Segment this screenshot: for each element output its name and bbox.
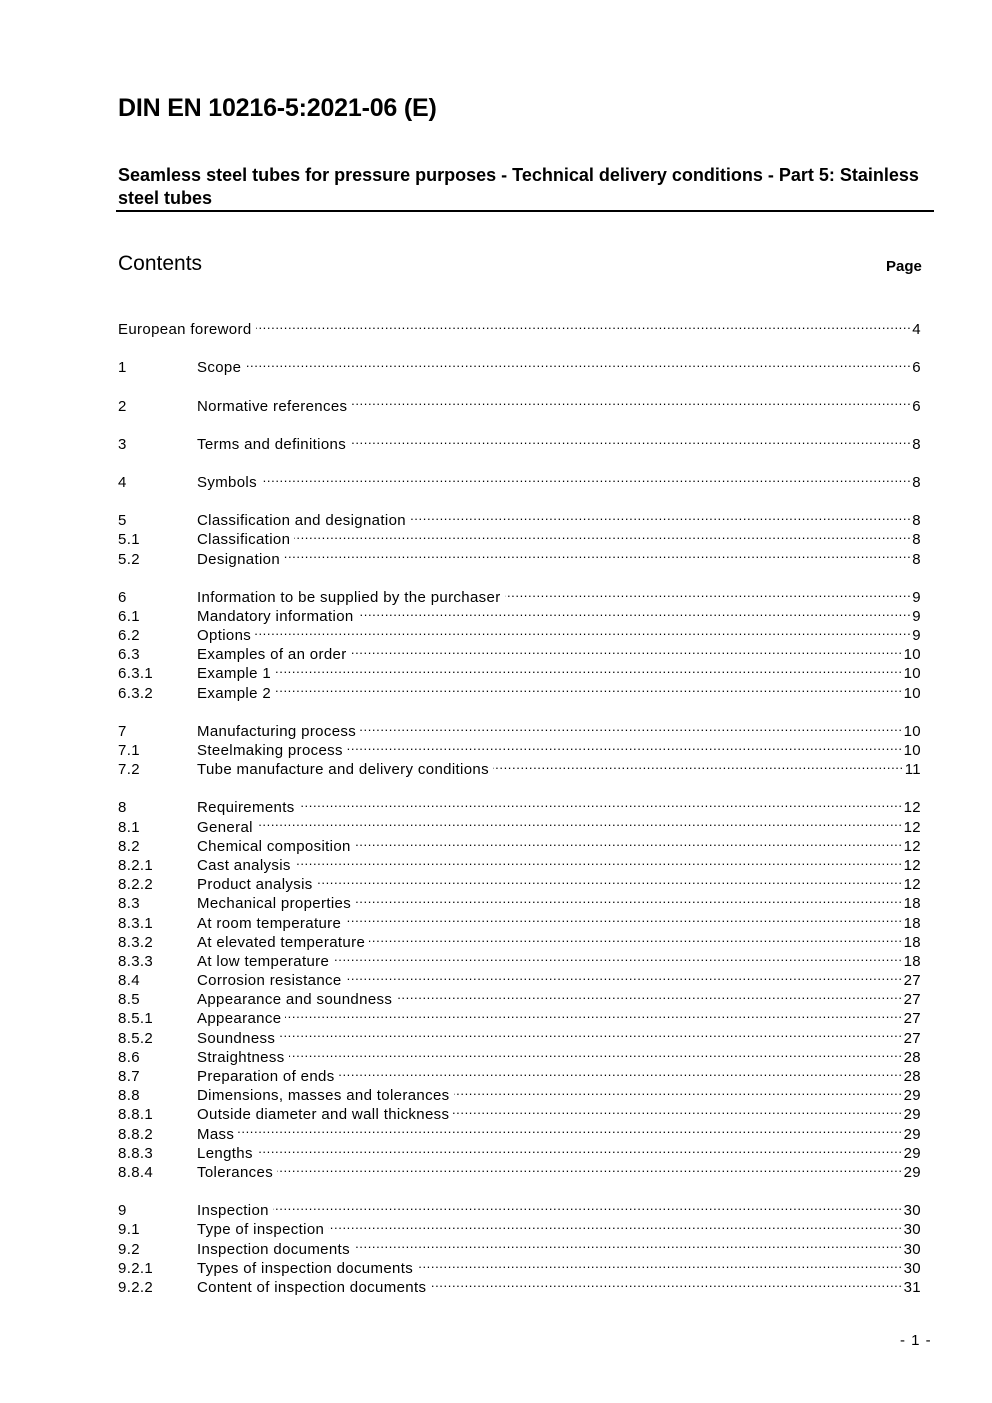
toc-leader-dots: [430, 1273, 902, 1292]
toc-entry-label: Normative references: [197, 397, 348, 415]
toc-entry-page: 27: [903, 972, 921, 990]
toc-entry-label: Examples of an order: [197, 646, 347, 664]
toc-entry-page: 4: [912, 321, 921, 339]
toc-entry-number: 8.2.2: [118, 876, 154, 894]
toc-entry-label: Example 2: [197, 684, 272, 702]
toc-entry-page: 18: [903, 952, 921, 970]
toc-entry-page: 6: [912, 397, 921, 415]
document-code: DIN EN 10216-5:2021-06 (E): [118, 94, 437, 122]
toc-entry-label: Information to be supplied by the purchaser: [197, 588, 501, 606]
toc-entry-page: 18: [903, 895, 921, 913]
toc-entry-number: 9.2.2: [118, 1278, 154, 1296]
toc-leader-dots: [396, 985, 902, 1004]
toc-leader-dots: [256, 315, 912, 334]
toc-entry-number: 5: [118, 512, 127, 530]
toc-leader-dots: [255, 621, 911, 640]
toc-entry-page: 10: [903, 646, 921, 664]
toc-entry-number: 8.8: [118, 1087, 140, 1105]
toc-entry-label: Content of inspection documents: [197, 1278, 427, 1296]
toc-entry-number: 6.3.1: [118, 665, 154, 683]
toc-entry-number: 9.2: [118, 1240, 140, 1258]
toc-leader-dots: [333, 947, 902, 966]
toc-entry-number: 8.3.2: [118, 933, 154, 951]
toc-entry-label: Cast analysis: [197, 856, 291, 874]
toc-entry-page: 10: [903, 722, 921, 740]
toc-leader-dots: [360, 717, 903, 736]
toc-entry-page: 9: [912, 627, 921, 645]
toc-entry-number: 8.6: [118, 1048, 140, 1066]
toc-entry-page: 29: [903, 1087, 921, 1105]
toc-entry-label: Requirements: [197, 799, 295, 817]
toc-entry-number: 9.1: [118, 1221, 140, 1239]
toc-entry-number: 8.5.1: [118, 1010, 154, 1028]
toc-entry-page: 8: [912, 473, 921, 491]
toc-entry-label: At elevated temperature: [197, 933, 366, 951]
toc-entry-page: 9: [912, 607, 921, 625]
toc-entry-number: 8.8.3: [118, 1144, 154, 1162]
toc-entry-page: 27: [903, 991, 921, 1009]
toc-entry[interactable]: [118, 391, 921, 415]
toc-entry[interactable]: [118, 468, 921, 491]
toc-entry-label: Example 1: [197, 665, 272, 683]
toc-entry-number: 8.4: [118, 972, 140, 990]
toc-entry-label: European foreword: [118, 321, 252, 339]
toc-entry-number: 8.1: [118, 818, 140, 836]
toc-leader-dots: [347, 736, 903, 755]
toc-leader-dots: [351, 391, 911, 410]
toc-leader-dots: [454, 1081, 903, 1100]
toc-entry[interactable]: [118, 1196, 921, 1220]
toc-entry-number: 8.5: [118, 991, 140, 1009]
toc-leader-dots: [289, 1043, 903, 1062]
toc-leader-dots: [295, 851, 903, 870]
toc-leader-dots: [453, 1100, 902, 1119]
toc-entry-label: Symbols: [197, 473, 257, 491]
toc-entry-number: 5.1: [118, 531, 140, 549]
toc-entry[interactable]: [118, 717, 921, 740]
toc-leader-dots: [317, 870, 903, 889]
toc-entry-number: 8.7: [118, 1068, 140, 1085]
toc-entry-page: 31: [903, 1278, 921, 1296]
toc-entry-page: 27: [903, 1010, 921, 1028]
toc-entry-label: Appearance and soundness: [197, 991, 393, 1009]
toc-entry-number: 7.1: [118, 742, 140, 759]
toc-entry-number: 8.2: [118, 837, 140, 855]
toc-entry-page: 30: [903, 1240, 921, 1258]
toc-entry-label: Soundness: [197, 1029, 276, 1047]
toc-entry[interactable]: [118, 1119, 921, 1143]
toc-leader-dots: [505, 583, 912, 602]
toc-leader-dots: [294, 525, 911, 544]
toc-entry-number: 8.8.4: [118, 1163, 154, 1181]
toc-leader-dots: [369, 928, 902, 947]
toc-entry-label: Terms and definitions: [197, 435, 347, 453]
toc-entry-label: Outside diameter and wall thickness: [197, 1106, 450, 1124]
toc-entry-page: 8: [912, 435, 921, 453]
toc-leader-dots: [355, 889, 903, 908]
toc-leader-dots: [275, 659, 903, 678]
toc-entry-page: 8: [912, 531, 921, 549]
toc-entry-label: Mandatory information: [197, 607, 354, 625]
toc-entry-page: 6: [912, 359, 921, 377]
toc-leader-dots: [355, 832, 903, 851]
toc-entry[interactable]: [118, 430, 921, 453]
toc-entry-number: 6.2: [118, 627, 140, 645]
contents-heading: Contents: [118, 252, 203, 275]
toc-leader-dots: [257, 1139, 903, 1158]
toc-entry[interactable]: [118, 1139, 921, 1162]
toc-entry-page: 28: [903, 1068, 921, 1085]
toc-entry-number: 9.2.1: [118, 1259, 154, 1277]
toc-entry-page: 11: [904, 761, 921, 779]
toc-entry-label: Designation: [197, 550, 281, 568]
toc-entry-page: 8: [912, 550, 921, 568]
toc-entry-number: 8.3: [118, 895, 140, 913]
toc-entry-label: Tube manufacture and delivery conditions: [197, 761, 489, 779]
toc-entry-number: 6.3.2: [118, 684, 154, 702]
toc-entry-page: 8: [912, 512, 921, 530]
toc-entry-page: 9: [912, 588, 921, 606]
toc-leader-dots: [346, 966, 903, 985]
toc-entry-page: 29: [903, 1163, 921, 1181]
toc-entry-label: At low temperature: [197, 952, 330, 970]
toc-leader-dots: [245, 353, 911, 372]
toc-entry-label: Tolerances: [197, 1163, 274, 1181]
toc-leader-dots: [284, 544, 911, 563]
toc-entry-label: Appearance: [197, 1010, 282, 1028]
toc-leader-dots: [299, 793, 903, 812]
toc-entry-page: 29: [903, 1125, 921, 1143]
toc-entry-label: Corrosion resistance: [197, 972, 342, 990]
toc-entry-page: 12: [903, 799, 921, 817]
toc-leader-dots: [358, 602, 912, 621]
toc-leader-dots: [273, 1196, 903, 1215]
toc-entry-label: Types of inspection documents: [197, 1259, 414, 1277]
toc-entry[interactable]: [118, 315, 921, 339]
toc-entry[interactable]: [118, 506, 921, 530]
toc-entry-page: 30: [903, 1221, 921, 1239]
toc-entry[interactable]: [118, 353, 921, 377]
toc-entry-page: 12: [903, 856, 921, 874]
toc-entry-page: 10: [903, 665, 921, 683]
toc-leader-dots: [417, 1254, 903, 1273]
toc-leader-dots: [279, 1023, 902, 1042]
toc-entry-number: 6: [118, 588, 127, 606]
toc-entry[interactable]: [118, 583, 921, 606]
toc-entry-label: Classification and designation: [197, 512, 406, 530]
toc-entry-page: 10: [903, 684, 921, 702]
toc-entry-number: 8.3.1: [118, 914, 154, 932]
toc-entry-label: Inspection: [197, 1202, 269, 1220]
toc-entry-page: 12: [903, 837, 921, 855]
toc-leader-dots: [493, 755, 904, 774]
toc-entry-number: 8.8.1: [118, 1106, 154, 1124]
toc-entry-page: 18: [903, 914, 921, 932]
toc-entry-label: Lengths: [197, 1144, 253, 1162]
toc-entry-label: Manufacturing process: [197, 722, 357, 740]
page-number: - 1 -: [900, 1332, 932, 1349]
toc-entry-page: 30: [903, 1202, 921, 1220]
toc-entry-label: Mechanical properties: [197, 895, 352, 913]
toc-entry-number: 7: [118, 722, 127, 740]
toc-entry-number: 8.8.2: [118, 1125, 154, 1143]
toc-leader-dots: [275, 678, 903, 697]
toc-leader-dots: [328, 1215, 902, 1234]
toc-leader-dots: [257, 812, 903, 831]
toc-entry-page: 27: [903, 1029, 921, 1047]
toc-entry-number: 3: [118, 435, 127, 453]
toc-entry-number: 9: [118, 1202, 127, 1220]
toc-entry-number: 6.3: [118, 646, 140, 664]
toc-entry-label: Chemical composition: [197, 837, 351, 855]
toc-entry-page: 29: [903, 1144, 921, 1162]
toc-entry-label: Options: [197, 627, 252, 645]
toc-entry-number: 2: [118, 397, 127, 415]
toc-leader-dots: [285, 1004, 902, 1023]
title-divider: [116, 210, 934, 212]
toc-entry-label: Steelmaking process: [197, 742, 343, 759]
toc-leader-dots: [351, 640, 903, 659]
toc-entry-page: 18: [903, 933, 921, 951]
document-title: Seamless steel tubes for pressure purposes - Technical delivery conditions - Part 5: Stainless steel tubes: [118, 165, 919, 208]
toc-entry-label: Classification: [197, 531, 291, 549]
toc-entry-number: 4: [118, 473, 127, 491]
toc-leader-dots: [339, 1062, 903, 1081]
toc-leader-dots: [410, 506, 911, 525]
toc-entry-number: 8.5.2: [118, 1029, 154, 1047]
toc-entry-page: 12: [903, 818, 921, 836]
toc-entry-page: 30: [903, 1259, 921, 1277]
toc-entry-number: 8.2.1: [118, 856, 154, 874]
toc-entry-page: 12: [903, 876, 921, 894]
toc-leader-dots: [345, 908, 902, 927]
toc-entry-number: 8.3.3: [118, 952, 154, 970]
toc-leader-dots: [277, 1158, 903, 1177]
toc-entry-label: Mass: [197, 1125, 235, 1143]
toc-leader-dots: [261, 468, 911, 487]
toc-entry-label: Straightness: [197, 1048, 285, 1066]
toc-entry-page: 29: [903, 1106, 921, 1124]
toc-entry-page: 28: [903, 1048, 921, 1066]
page-column-heading: Page: [886, 258, 922, 275]
toc-entry-label: Scope: [197, 359, 242, 377]
table-of-contents: [118, 315, 921, 1296]
toc-leader-dots: [238, 1119, 902, 1138]
toc-entry-label: Preparation of ends: [197, 1068, 335, 1085]
toc-entry-label: Product analysis: [197, 876, 313, 894]
toc-entry-label: General: [197, 818, 253, 836]
toc-entry-label: Type of inspection: [197, 1221, 325, 1239]
toc-leader-dots: [350, 430, 911, 449]
toc-entry-label: Dimensions, masses and tolerances: [197, 1087, 450, 1105]
toc-entry-number: 6.1: [118, 607, 140, 625]
toc-entry-label: At room temperature: [197, 914, 342, 932]
toc-entry-page: 10: [903, 742, 921, 759]
toc-entry[interactable]: [118, 793, 921, 817]
toc-entry-label: Inspection documents: [197, 1240, 350, 1258]
toc-leader-dots: [354, 1234, 903, 1253]
toc-entry-number: 8: [118, 799, 127, 817]
toc-entry-number: 7.2: [118, 761, 140, 779]
toc-entry-number: 1: [118, 359, 127, 377]
toc-entry-number: 5.2: [118, 550, 140, 568]
